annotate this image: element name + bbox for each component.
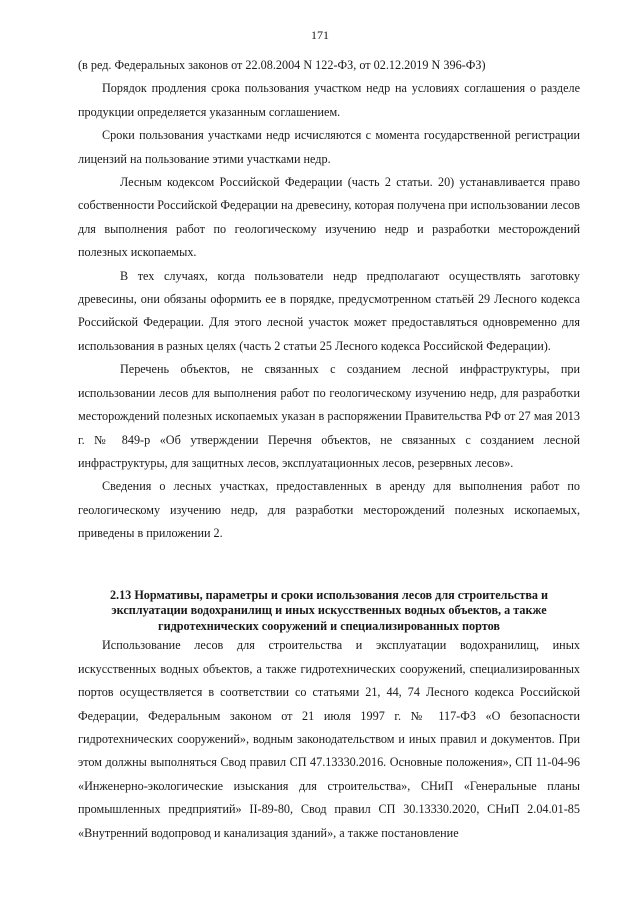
document-body — [78, 54, 580, 845]
paragraph-timber-harvesting: В тех случаях, когда пользователи недр предполагают осуществлять заготовку древесины, они обязаны оформить ее в порядке, предусмотренном статьёй 29 Лесного кодекса Российской Федерации. Для этого лесной участок может предоставляться одновременно для использования в разных целях (часть 2 статьи 25 Лесного кодекса Российской Федерации). — [78, 268, 580, 353]
paragraph-usage-terms: Сроки пользования участками недр исчисляются с момента государственной регистрации лицензий на пользование этими участками недр. — [78, 128, 580, 166]
paragraph-extension-procedure: Порядок продления срока пользования участком недр на условиях соглашения о разделе продукции определяется указанным соглашением. — [78, 81, 580, 119]
section-heading: 2.13 Нормативы, параметры и сроки использования лесов для строительства и эксплуатации водохранилищ и иных искусственных водных объектов, а также гидротехнических сооружений и специализированных портов — [109, 587, 549, 633]
paragraph-reservoir-usage: Использование лесов для строительства и эксплуатации водохранилищ, иных искусственных водных объектов, а также гидротехнических сооружений, специализированных портов осуществляется в соответствии со статьями 21, 44, 74 Лесного кодекса Российской Федерации, Федеральным законом от 21 июля 1997 г. № 117-ФЗ «О безопасности гидротехнических сооружений», водным законодательством и иных правил и документов. При этом должны выполняться Свод правил СП 47.13330.2016. Основные положения», СП 11-04-96 «Инженерно-экологические изыскания для строительства», СНиП «Генеральные планы промышленных предприятий» II-89-80, Свод правил СП 30.13330.2020, СНиП 2.04.01-85 «Внутренний водопровод и канализация зданий», а также постановление — [78, 638, 580, 840]
paragraph-leased-plots: Сведения о лесных участках, предоставленных в аренду для выполнения работ по геологическому изучению недр, для разработки месторождений полезных ископаемых, приведены в приложении 2. — [78, 479, 580, 541]
amendment-note: (в ред. Федеральных законов от 22.08.2004 N 122-ФЗ, от 02.12.2019 N 396-ФЗ) — [78, 58, 486, 72]
section-spacer — [78, 546, 580, 588]
paragraph-objects-list: Перечень объектов, не связанных с созданием лесной инфраструктуры, при использовании лесов для выполнения работ по геологическому изучению недр, для разработки месторождений полезных ископаемых указан в распоряжении Правительства РФ от 27 мая 2013 г. № 849-р «Об утверждении Перечня объектов, не связанных с созданием лесной инфраструктуры, для защитных лесов, эксплуатационных лесов, резервных лесов». — [78, 362, 580, 470]
page-number: 171 — [311, 28, 329, 42]
paragraph-timber-ownership: Лесным кодексом Российской Федерации (часть 2 статьи. 20) устанавливается право собственности Российской Федерации на древесину, которая получена при использовании лесов для выполнения работ по геологическому изучению недр и разработки месторождений полезных ископаемых. — [78, 175, 581, 260]
